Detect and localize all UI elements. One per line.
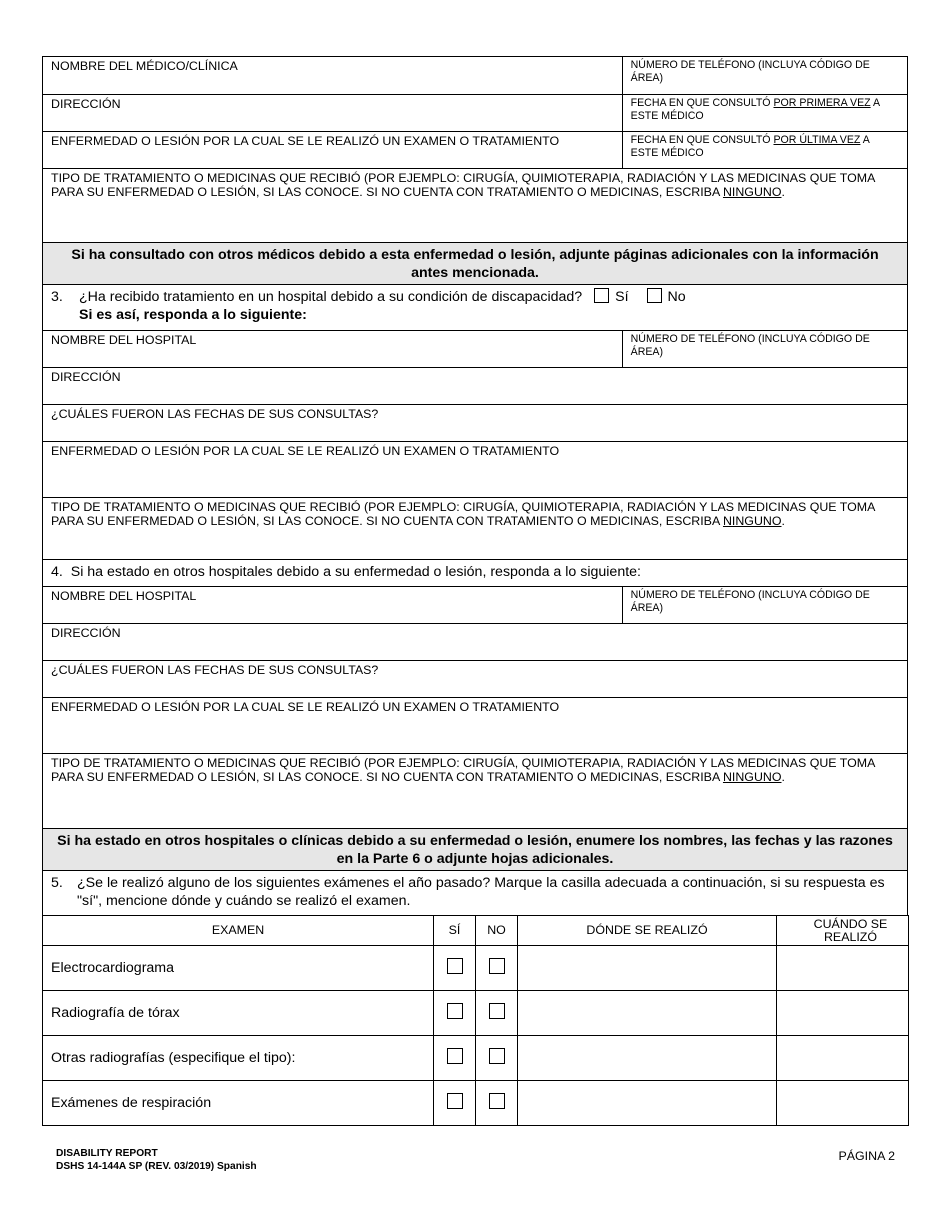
exam-no-checkbox[interactable] xyxy=(489,1048,505,1064)
doctor-address-row xyxy=(42,94,908,131)
q4-row xyxy=(42,559,908,586)
exam-yes-cell xyxy=(434,991,476,1036)
table-row xyxy=(43,1036,909,1081)
first-visit-label: FECHA EN QUE CONSULTÓ xyxy=(630,97,774,109)
exam-no-cell xyxy=(476,991,518,1036)
doctor-name-label: NOMBRE DEL MÉDICO/CLÍNICA xyxy=(51,59,238,73)
hospital2-phone-label: NÚMERO DE TELÉFONO (INCLUYA CÓDIGO DE ÁREA) xyxy=(630,589,870,614)
last-visit-emphasis: POR ÚLTIMA VEZ xyxy=(773,134,861,146)
hospital2-treatment-label: TIPO DE TRATAMIENTO O MEDICINAS QUE RECIBIÓ (POR EJEMPLO: CIRUGÍA, QUIMIOTERAPIA, RADIACIÓN Y LAS MEDICINAS QUE TOMA PARA SU ENFERMEDAD O LESIÓN, SI LAS CONOCE. SI NO CUENTA CON TRATAMIENTO O MEDICINAS, ESCRIBA xyxy=(51,756,875,784)
hospital2-dates-label: ¿CUÁLES FUERON LAS FECHAS DE SUS CONSULTAS? xyxy=(51,663,379,677)
exam-name: Radiografía de tórax xyxy=(43,991,434,1036)
note-doctors: Si ha consultado con otros médicos debido a esta enfermedad o lesión, adjunte páginas adicionales con la información antes mencionada. xyxy=(43,243,907,284)
exam-yes-checkbox[interactable] xyxy=(447,1093,463,1109)
hospital2-name-row xyxy=(42,586,908,623)
q3-yes-checkbox[interactable] xyxy=(594,288,609,303)
hospital2-treatment-emphasis: NINGUNO xyxy=(722,770,782,784)
hospital2-name-label: NOMBRE DEL HOSPITAL xyxy=(51,589,197,603)
doctor-illness-label: ENFERMEDAD O LESIÓN POR LA CUAL SE LE REALIZÓ UN EXAMEN O TRATAMIENTO xyxy=(51,134,560,148)
q5-question xyxy=(43,871,907,915)
q3-number: 3. xyxy=(51,289,63,305)
doctor-treatment-row xyxy=(42,168,908,242)
exam-yes-cell xyxy=(434,1081,476,1126)
q5-number: 5. xyxy=(51,875,63,891)
q3-yes-label: Sí xyxy=(615,289,629,305)
doctor-name-row xyxy=(42,56,908,94)
where-header: DÓNDE SE REALIZÓ xyxy=(518,916,777,946)
exam-no-checkbox[interactable] xyxy=(489,1093,505,1109)
last-visit-label-end: A ESTE MÉDICO xyxy=(630,134,870,159)
q3-text: ¿Ha recibido tratamiento en un hospital debido a su condición de discapacidad? xyxy=(79,289,583,305)
last-visit-field[interactable] xyxy=(622,132,907,168)
hospital2-dates-row xyxy=(42,660,908,697)
exam-no-cell xyxy=(476,946,518,991)
q3-row xyxy=(42,284,908,330)
exam-no-checkbox[interactable] xyxy=(489,1003,505,1019)
doctor-address-field[interactable] xyxy=(43,95,622,131)
doctor-treatment-emphasis: NINGUNO xyxy=(722,185,782,199)
footer-form-id xyxy=(56,1148,257,1173)
hospital2-address-label: DIRECCIÓN xyxy=(51,626,121,640)
hospital2-treatment-field[interactable] xyxy=(43,754,907,828)
exam-where-field[interactable] xyxy=(518,946,777,991)
note-hospitals: Si ha estado en otros hospitales o clínicas debido a su enfermedad o lesión, enumere los nombres, las fechas y las razones en la Parte 6 o adjunte hojas adicionales. xyxy=(43,829,907,870)
doctor-phone-label: NÚMERO DE TELÉFONO (INCLUYA CÓDIGO DE ÁREA) xyxy=(630,59,870,84)
q4-text: Si ha estado en otros hospitales debido a su enfermedad o lesión, responda a lo siguiente: xyxy=(70,564,641,580)
hospital2-address-row xyxy=(42,623,908,660)
exam-when-field[interactable] xyxy=(777,1081,909,1126)
q3-no-label: No xyxy=(667,289,686,305)
first-visit-emphasis: POR PRIMERA VEZ xyxy=(773,97,871,109)
exam-when-field[interactable] xyxy=(777,991,909,1036)
exam-header: EXAMEN xyxy=(43,916,434,946)
hospital-dates-field[interactable] xyxy=(43,405,907,441)
q3-no-checkbox[interactable] xyxy=(647,288,662,303)
hospital-address-label: DIRECCIÓN xyxy=(51,370,121,384)
exam-where-field[interactable] xyxy=(518,1081,777,1126)
q3-question xyxy=(43,285,907,330)
exam-when-field[interactable] xyxy=(777,946,909,991)
q4-question xyxy=(43,560,907,586)
table-row xyxy=(43,991,909,1036)
doctor-phone-field[interactable] xyxy=(622,57,907,94)
q5-text: ¿Se le realizó alguno de los siguientes exámenes el año pasado? Marque la casilla adecuada a continuación, si su respuesta es "sí", mencione dónde y cuándo se realizó el examen. xyxy=(77,875,885,909)
doctor-illness-row xyxy=(42,131,908,168)
hospital-treatment-row xyxy=(42,497,908,559)
exam-when-field[interactable] xyxy=(777,1036,909,1081)
hospital-illness-label: ENFERMEDAD O LESIÓN POR LA CUAL SE LE REALIZÓ UN EXAMEN O TRATAMIENTO xyxy=(51,444,560,458)
hospital2-address-field[interactable] xyxy=(43,624,907,660)
exam-where-field[interactable] xyxy=(518,1036,777,1081)
hospital-name-row xyxy=(42,330,908,367)
table-row xyxy=(43,1081,909,1126)
when-header: CUÁNDO SE REALIZÓ xyxy=(777,916,909,946)
doctor-address-label: DIRECCIÓN xyxy=(51,97,121,111)
exam-yes-checkbox[interactable] xyxy=(447,958,463,974)
exam-yes-checkbox[interactable] xyxy=(447,1048,463,1064)
hospital-address-field[interactable] xyxy=(43,368,907,404)
hospital-dates-row xyxy=(42,404,908,441)
q3-follow: Si es así, responda a lo siguiente: xyxy=(79,307,307,323)
last-visit-label: FECHA EN QUE CONSULTÓ xyxy=(630,134,774,146)
hospital-name-field[interactable] xyxy=(43,331,622,367)
note-doctors-row xyxy=(42,242,908,284)
q5-row xyxy=(42,870,908,915)
exam-name: Electrocardiograma xyxy=(43,946,434,991)
first-visit-label-end: A ESTE MÉDICO xyxy=(630,97,880,122)
hospital2-illness-field[interactable] xyxy=(43,698,907,753)
footer-line2: DSHS 14-144A SP (REV. 03/2019) Spanish xyxy=(56,1160,257,1172)
hospital-illness-row xyxy=(42,441,908,497)
exam-name: Otras radiografías (especifique el tipo): xyxy=(43,1036,434,1081)
exam-table-header xyxy=(43,916,909,946)
doctor-illness-field[interactable] xyxy=(43,132,622,168)
footer-line1: DISABILITY REPORT xyxy=(56,1148,158,1159)
doctor-treatment-label-end: . xyxy=(781,185,785,199)
hospital2-dates-field[interactable] xyxy=(43,661,907,697)
note-hospitals-row xyxy=(42,828,908,870)
no-header: NO xyxy=(476,916,518,946)
hospital-treatment-field[interactable] xyxy=(43,498,907,559)
hospital2-treatment-label-end: . xyxy=(781,770,785,784)
hospital2-illness-label: ENFERMEDAD O LESIÓN POR LA CUAL SE LE REALIZÓ UN EXAMEN O TRATAMIENTO xyxy=(51,700,560,714)
hospital-illness-field[interactable] xyxy=(43,442,907,497)
exam-no-cell xyxy=(476,1081,518,1126)
hospital-address-row xyxy=(42,367,908,404)
table-row xyxy=(43,946,909,991)
exam-where-field[interactable] xyxy=(518,991,777,1036)
exam-yes-cell xyxy=(434,1036,476,1081)
exam-yes-checkbox[interactable] xyxy=(447,1003,463,1019)
exam-table xyxy=(42,915,909,1126)
exam-no-cell xyxy=(476,1036,518,1081)
hospital2-phone-field[interactable] xyxy=(622,587,907,623)
yes-header: SÍ xyxy=(434,916,476,946)
doctor-name-field[interactable] xyxy=(43,57,622,94)
q4-number: 4. xyxy=(51,564,63,580)
doctor-treatment-field[interactable] xyxy=(43,169,907,242)
hospital-dates-label: ¿CUÁLES FUERON LAS FECHAS DE SUS CONSULTAS? xyxy=(51,407,379,421)
page-number: PÁGINA 2 xyxy=(838,1149,895,1163)
hospital-name-label: NOMBRE DEL HOSPITAL xyxy=(51,333,197,347)
disability-form xyxy=(42,56,908,1126)
exam-name: Exámenes de respiración xyxy=(43,1081,434,1126)
hospital-phone-label: NÚMERO DE TELÉFONO (INCLUYA CÓDIGO DE ÁREA) xyxy=(630,333,870,358)
doctor-treatment-label: TIPO DE TRATAMIENTO O MEDICINAS QUE RECIBIÓ (POR EJEMPLO: CIRUGÍA, QUIMIOTERAPIA, RADIACIÓN Y LAS MEDICINAS QUE TOMA PARA SU ENFERMEDAD O LESIÓN, SI LAS CONOCE. SI NO CUENTA CON TRATAMIENTO O MEDICINAS, ESCRIBA xyxy=(51,171,875,199)
hospital-phone-field[interactable] xyxy=(622,331,907,367)
hospital-treatment-emphasis: NINGUNO xyxy=(722,514,782,528)
hospital2-treatment-row xyxy=(42,753,908,828)
first-visit-field[interactable] xyxy=(622,95,907,131)
exam-yes-cell xyxy=(434,946,476,991)
hospital2-name-field[interactable] xyxy=(43,587,622,623)
hospital-treatment-label: TIPO DE TRATAMIENTO O MEDICINAS QUE RECIBIÓ (POR EJEMPLO: CIRUGÍA, QUIMIOTERAPIA, RADIACIÓN Y LAS MEDICINAS QUE TOMA PARA SU ENFERMEDAD O LESIÓN, SI LAS CONOCE. SI NO CUENTA CON TRATAMIENTO O MEDICINAS, ESCRIBA xyxy=(51,500,875,528)
hospital2-illness-row xyxy=(42,697,908,753)
hospital-treatment-label-end: . xyxy=(781,514,785,528)
exam-no-checkbox[interactable] xyxy=(489,958,505,974)
